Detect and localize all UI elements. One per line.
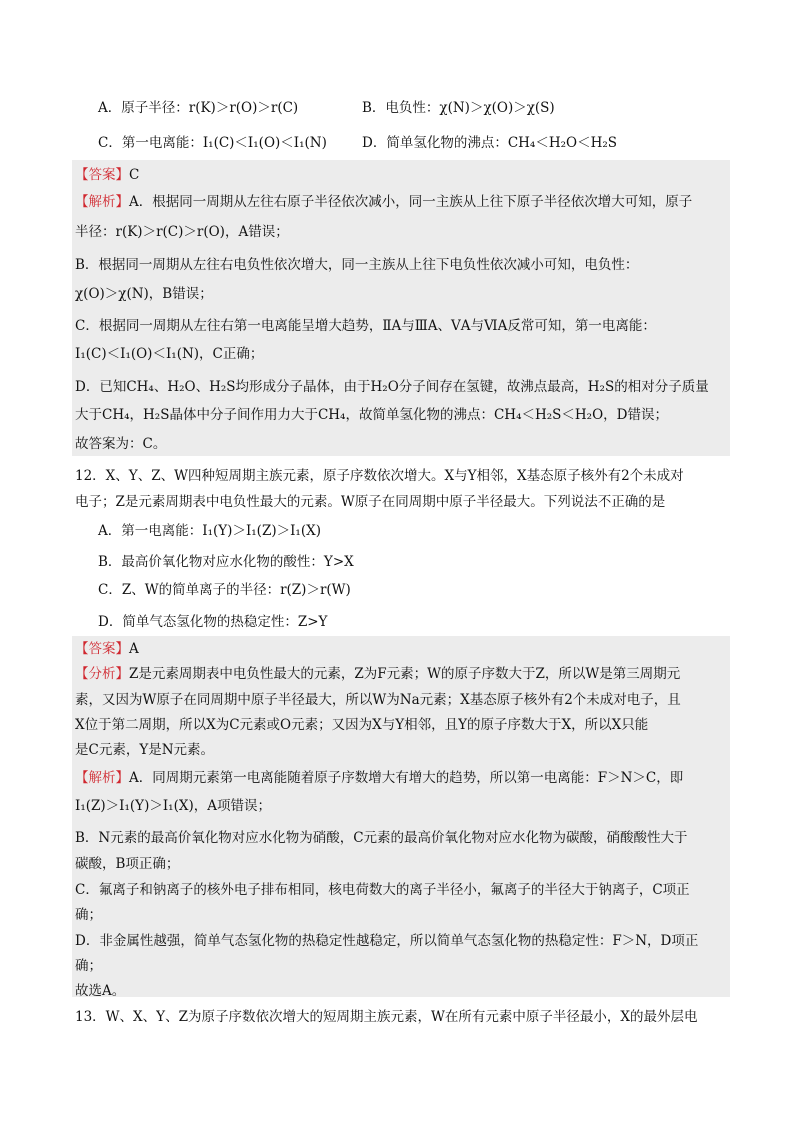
q12-stem-line-1: 12．X、Y、Z、W四种短周期主族元素，原子序数依次增大。X与Y相邻，X基态原子核外有2个未成对 xyxy=(75,468,684,484)
q12-analysis-line-4: 碳酸，B项正确； xyxy=(75,856,180,872)
q11-option-c: C．第一电离能：I₁(C)＜I₁(O)＜I₁(N) xyxy=(98,135,327,151)
q12-analysis-line-8: 确； xyxy=(75,958,102,974)
q12-answer-line xyxy=(75,637,728,661)
q12-fenxi-line-2: 素，又因为W原子在同周期中原子半径最大，所以W为Na元素；X基态原子核外有2个未成对电子，且 xyxy=(75,692,681,708)
q11-analysis-line-5: C．根据同一周期从左往右第一电离能呈增大趋势，ⅡA与ⅢA、ⅤA与ⅥA反常可知，第一电离能： xyxy=(75,318,656,334)
q11-analysis-line-9: 故答案为：C。 xyxy=(75,436,167,452)
q12-analysis-line-9: 故选A。 xyxy=(75,983,126,999)
q12-fenxi-tag: 【分析】 xyxy=(75,666,129,682)
q12-option-b: B．最高价氧化物对应水化物的酸性：Y>X xyxy=(98,554,354,570)
q12-fenxi-line-4: 是C元素，Y是N元素。 xyxy=(75,742,215,758)
q12-analysis-line-6: 确； xyxy=(75,907,102,923)
q12-analysis-line-5: C．氟离子和钠离子的核外电子排布相同，核电荷数大的离子半径小，氟离子的半径大于钠离子，C项正 xyxy=(75,882,690,898)
q11-analysis-tag: 【解析】 xyxy=(75,194,129,210)
q12-fenxi-line-1 xyxy=(75,662,728,686)
q11-analysis-line-6: I₁(C)＜I₁(O)＜I₁(N)，C正确； xyxy=(75,346,264,362)
q11-analysis-line-7: D．已知CH₄、H₂O、H₂S均形成分子晶体，由于H₂O分子间存在氢键，故沸点最高，H₂S的相对分子质量 xyxy=(75,379,709,395)
q11-analysis-line-1 xyxy=(75,190,728,214)
q12-analysis-line-1 xyxy=(75,766,728,790)
q11-answer-line xyxy=(75,163,728,187)
q12-fenxi-line-3: X位于第二周期，所以X为C元素或O元素；又因为X与Y相邻，且Y的原子序数大于X，所以X只能 xyxy=(75,717,649,733)
q12-analysis-line-3: B．N元素的最高价氧化物对应水化物为硝酸，C元素的最高价氧化物对应水化物为碳酸，硝酸酸性大于 xyxy=(75,830,688,846)
q12-stem-line-2 xyxy=(75,490,728,514)
q12-answer: A xyxy=(129,641,139,657)
q11-option-d: D．简单氢化物的沸点：CH₄＜H₂O＜H₂S xyxy=(362,135,618,151)
q11-option-b: B．电负性：χ(N)＞χ(O)＞χ(S) xyxy=(362,100,555,116)
q11-answer: C xyxy=(129,167,140,183)
q11-analysis-line-8: 大于CH₄，H₂S晶体中分子间作用力大于CH₄，故简单氢化物的沸点：CH₄＜H₂S＜H₂O，D错误； xyxy=(75,407,668,423)
q13-stem-line-1: 13．W、X、Y、Z为原子序数依次增大的短周期主族元素，W在所有元素中原子半径最小，X的最外层电 xyxy=(75,1009,698,1025)
q12-stem-text: 电子；Z是元素周期表中电负性最大的元素。W原子在同周期中原子半径最大。下列说法 xyxy=(75,494,598,510)
q11-analysis-text: A．根据同一周期从左往右原子半径依次减小，同一主族从上往下原子半径依次增大可知，原子 xyxy=(129,194,693,210)
q12-stem-end: 确的是 xyxy=(624,494,666,510)
q11-answer-tag: 【答案】 xyxy=(75,167,129,183)
q12-analysis-line-7: D．非金属性越强，简单气态氢化物的热稳定性越稳定，所以简单气态氢化物的热稳定性：F＞N，D项正 xyxy=(75,933,699,949)
q11-option-a: A．原子半径：r(K)＞r(O)＞r(C) xyxy=(98,100,299,116)
q12-analysis-tag: 【解析】 xyxy=(75,770,129,786)
q12-analysis-line-2: I₁(Z)＞I₁(Y)＞I₁(X)，A项错误； xyxy=(75,798,271,814)
q12-answer-tag: 【答案】 xyxy=(75,641,129,657)
q11-analysis-line-3: B．根据同一周期从左往右电负性依次增大，同一主族从上往下电负性依次减小可知，电负性： xyxy=(75,257,639,273)
q12-emphasis: 不正 · · · xyxy=(598,490,625,514)
q11-analysis-line-4: χ(O)＞χ(N)，B错误； xyxy=(75,286,213,302)
q12-analysis-text: A．同周期元素第一电离能随着原子序数增大有增大的趋势，所以第一电离能：F＞N＞C，即 xyxy=(129,770,684,786)
q12-option-d: D．简单气态氢化物的热稳定性：Z>Y xyxy=(98,614,328,630)
q12-option-a: A．第一电离能：I₁(Y)＞I₁(Z)＞I₁(X) xyxy=(98,523,321,539)
q11-analysis-line-2: 半径：r(K)＞r(C)＞r(O)，A错误； xyxy=(75,224,289,240)
q12-fenxi-text: Z是元素周期表中电负性最大的元素，Z为F元素；W的原子序数大于Z，所以W是第三周期元 xyxy=(129,666,681,682)
q12-option-c: C．Z、W的简单离子的半径：r(Z)＞r(W) xyxy=(98,582,351,598)
